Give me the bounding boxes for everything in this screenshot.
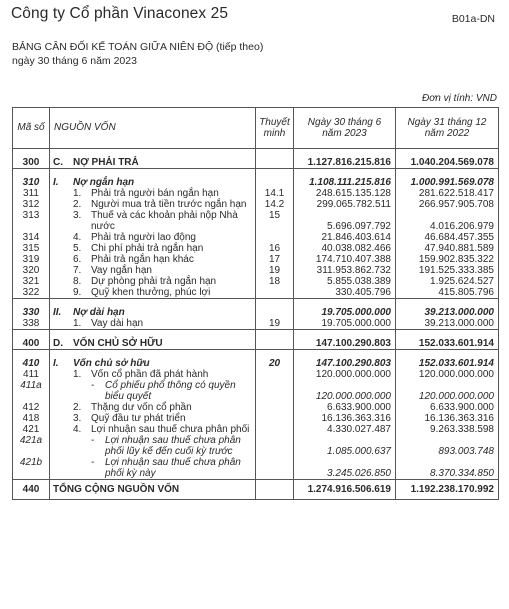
- row-current-value: 174.710.407.388: [294, 254, 396, 265]
- row-prior-value: 893.003.748: [396, 435, 499, 457]
- row-label: [50, 480, 256, 500]
- row-label: [50, 232, 256, 243]
- spacer-cell: [13, 149, 50, 158]
- company-name: Công ty Cổ phần Vinaconex 25: [11, 5, 229, 22]
- row-label-text: Vay dài hạn: [91, 318, 144, 329]
- table-row: [13, 369, 499, 380]
- label-wrap: [53, 424, 252, 435]
- row-number: 5.: [73, 243, 82, 254]
- row-prior-value: 39.213.000.000: [396, 318, 499, 330]
- row-note: [256, 287, 294, 299]
- row-label-text: Vốn cổ phần đã phát hành: [91, 369, 209, 380]
- row-prior-value: 47.940.881.589: [396, 243, 499, 254]
- col-header-item: NGUỒN VỐN: [50, 108, 256, 149]
- row-label-text: Thặng dư vốn cổ phần: [91, 402, 192, 413]
- label-wrap: [53, 254, 252, 265]
- row-current-value: 120.000.000.000: [294, 369, 396, 380]
- row-note: [256, 369, 294, 380]
- row-note: 16: [256, 243, 294, 254]
- table-row: [13, 265, 499, 276]
- row-current-value: 248.615.135.128: [294, 188, 396, 199]
- row-label-text: Nợ ngắn hạn: [73, 177, 135, 188]
- row-code: 313: [13, 210, 50, 232]
- row-prior-value: 1.925.624.527: [396, 276, 499, 287]
- row-number: 3.: [73, 210, 82, 221]
- row-label: [50, 254, 256, 265]
- row-code: 320: [13, 265, 50, 276]
- row-label-text: Phải trả ngắn hạn khác: [91, 254, 194, 265]
- row-label-text: Thuế và các khoản phải nộp Nhà nước: [91, 210, 238, 232]
- row-code: 421a: [13, 435, 50, 457]
- label-wrap: [53, 199, 252, 210]
- spacer-cell: [396, 350, 499, 359]
- row-label: [50, 199, 256, 210]
- label-wrap: [53, 287, 252, 298]
- indent: [53, 380, 91, 402]
- row-label: [50, 157, 256, 169]
- spacer-cell: [294, 169, 396, 178]
- row-prior-value: 4.016.206.979: [396, 210, 499, 232]
- row-label-text: Cổ phiếu phổ thông có quyền biểu quyết: [105, 380, 236, 402]
- row-number: 4.: [73, 424, 82, 435]
- row-note: 17: [256, 254, 294, 265]
- table-row: [13, 338, 499, 350]
- row-label-text: Phải trả người bán ngắn hạn: [91, 188, 219, 199]
- row-prior-value: 1.000.991.569.078: [396, 177, 499, 188]
- indent: [53, 254, 73, 265]
- row-number: 7.: [73, 265, 82, 276]
- table-row: [13, 435, 499, 457]
- label-wrap: [53, 210, 252, 232]
- row-code: 400: [13, 338, 50, 350]
- row-note: [256, 338, 294, 350]
- spacer-cell: [13, 299, 50, 308]
- row-prior-value: 39.213.000.000: [396, 307, 499, 318]
- row-current-value: 147.100.290.803: [294, 338, 396, 350]
- row-label-text: Phải trả người lao động: [91, 232, 196, 243]
- row-code: 315: [13, 243, 50, 254]
- row-roman: I.: [53, 358, 59, 369]
- indent: [53, 265, 73, 276]
- row-number: 1.: [73, 369, 82, 380]
- row-code: 410: [13, 358, 50, 369]
- row-prior-value: 152.033.601.914: [396, 338, 499, 350]
- indent: [53, 188, 73, 199]
- row-prior-value: 266.957.905.708: [396, 199, 499, 210]
- col-header-prior: Ngày 31 tháng 12 năm 2022: [396, 108, 499, 149]
- indent: [53, 369, 73, 380]
- table-row: [13, 243, 499, 254]
- row-prior-value: 9.263.338.598: [396, 424, 499, 435]
- indent: [53, 413, 73, 424]
- label-wrap: [53, 484, 252, 495]
- row-label-text: Lợi nhuận sau thuế chưa phân phối lũy kế đến cuối kỳ trước: [105, 435, 241, 457]
- row-code: 319: [13, 254, 50, 265]
- label-wrap: [53, 413, 252, 424]
- row-label-text: Quỹ khen thưởng, phúc lợi: [91, 287, 211, 298]
- label-wrap: [53, 318, 252, 329]
- row-code: 440: [13, 480, 50, 500]
- row-label-text: TỔNG CỘNG NGUỒN VỐN: [53, 484, 180, 495]
- indent: [53, 318, 73, 329]
- row-note: [256, 232, 294, 243]
- spacer-cell: [13, 350, 50, 359]
- table-row: [13, 380, 499, 402]
- row-code: 311: [13, 188, 50, 199]
- row-current-value: 147.100.290.803: [294, 358, 396, 369]
- row-note: 15: [256, 210, 294, 232]
- row-label: [50, 369, 256, 380]
- row-roman: II.: [53, 307, 62, 318]
- row-note: 18: [256, 276, 294, 287]
- row-code: 330: [13, 307, 50, 318]
- row-label: [50, 424, 256, 435]
- row-prior-value: 1.040.204.569.078: [396, 157, 499, 169]
- row-current-value: 1.274.916.506.619: [294, 480, 396, 500]
- row-note: [256, 413, 294, 424]
- row-label: [50, 276, 256, 287]
- label-wrap: [53, 402, 252, 413]
- row-label-text: NỢ PHẢI TRẢ: [73, 157, 139, 168]
- col-header-code: Mã số: [13, 108, 50, 149]
- row-prior-value: 46.684.457.355: [396, 232, 499, 243]
- row-number: 9.: [73, 287, 82, 298]
- row-code: 421b: [13, 457, 50, 480]
- balance-sheet-table: [12, 107, 499, 500]
- row-prior-value: 415.805.796: [396, 287, 499, 299]
- indent: [53, 402, 73, 413]
- spacer-cell: [396, 169, 499, 178]
- table-body: [13, 149, 499, 500]
- row-spacer: [13, 169, 499, 178]
- form-code: B01a-DN: [451, 13, 495, 25]
- row-current-value: 330.405.796: [294, 287, 396, 299]
- row-note: [256, 424, 294, 435]
- spacer-cell: [294, 149, 396, 158]
- row-note: [256, 157, 294, 169]
- row-number: 1.: [73, 318, 82, 329]
- row-number: 6.: [73, 254, 82, 265]
- indent: [53, 210, 73, 232]
- row-label: [50, 265, 256, 276]
- row-number: 8.: [73, 276, 82, 287]
- row-label: [50, 358, 256, 369]
- row-label-text: Người mua trả tiền trước ngắn hạn: [91, 199, 247, 210]
- label-wrap: [53, 265, 252, 276]
- row-current-value: 19.705.000.000: [294, 307, 396, 318]
- row-label-text: Lợi nhuận sau thuế chưa phân phối: [91, 424, 250, 435]
- row-label: [50, 338, 256, 350]
- row-number: 4.: [73, 232, 82, 243]
- spacer-cell: [50, 330, 256, 339]
- spacer-cell: [50, 350, 256, 359]
- label-wrap: [53, 358, 252, 369]
- row-current-value: 16.136.363.316: [294, 413, 396, 424]
- spacer-cell: [396, 149, 499, 158]
- row-code: 338: [13, 318, 50, 330]
- row-prior-value: 120.000.000.000: [396, 380, 499, 402]
- document-title: BẢNG CÂN ĐỐI KẾ TOÁN GIỮA NIÊN ĐỘ (tiếp theo): [12, 41, 264, 53]
- row-prior-value: 152.033.601.914: [396, 358, 499, 369]
- row-current-value: 40.038.082.466: [294, 243, 396, 254]
- row-prior-value: 16.136.363.316: [396, 413, 499, 424]
- row-note: [256, 380, 294, 402]
- currency-unit: Đơn vị tính: VND: [422, 93, 497, 104]
- table-row: [13, 402, 499, 413]
- table-row: [13, 480, 499, 500]
- label-wrap: [53, 188, 252, 199]
- spacer-cell: [256, 299, 294, 308]
- row-prior-value: 120.000.000.000: [396, 369, 499, 380]
- row-number: 3.: [73, 413, 82, 424]
- row-prior-value: 159.902.835.322: [396, 254, 499, 265]
- row-current-value: 5.855.038.389: [294, 276, 396, 287]
- row-current-value: 6.633.900.000: [294, 402, 396, 413]
- row-label: [50, 307, 256, 318]
- row-label: [50, 402, 256, 413]
- row-label-text: Vốn chủ sở hữu: [73, 358, 150, 369]
- row-note: 14.1: [256, 188, 294, 199]
- indent: [53, 424, 73, 435]
- table-row: [13, 188, 499, 199]
- row-number: 2.: [73, 199, 82, 210]
- table-row: [13, 358, 499, 369]
- row-note: [256, 457, 294, 480]
- row-current-value: 19.705.000.000: [294, 318, 396, 330]
- indent: [53, 232, 73, 243]
- label-wrap: [53, 435, 252, 457]
- spacer-cell: [294, 299, 396, 308]
- row-code: 321: [13, 276, 50, 287]
- table-row: [13, 232, 499, 243]
- row-code: 411: [13, 369, 50, 380]
- spacer-cell: [50, 299, 256, 308]
- row-code: 310: [13, 177, 50, 188]
- label-wrap: [53, 177, 252, 188]
- spacer-cell: [294, 330, 396, 339]
- label-wrap: [53, 380, 252, 402]
- spacer-cell: [256, 350, 294, 359]
- row-code: 412: [13, 402, 50, 413]
- row-note: [256, 435, 294, 457]
- row-code: 411a: [13, 380, 50, 402]
- row-dash: -: [91, 435, 95, 446]
- row-code: 322: [13, 287, 50, 299]
- label-wrap: [53, 232, 252, 243]
- indent: [53, 287, 73, 298]
- row-spacer: [13, 299, 499, 308]
- row-code: 418: [13, 413, 50, 424]
- row-label-text: Lợi nhuận sau thuế chưa phân phối kỳ này: [105, 457, 241, 479]
- label-wrap: [53, 157, 252, 168]
- row-label: [50, 287, 256, 299]
- row-number: 1.: [73, 188, 82, 199]
- row-note: [256, 177, 294, 188]
- table-row: [13, 307, 499, 318]
- row-label: [50, 380, 256, 402]
- row-number: 2.: [73, 402, 82, 413]
- table-row: [13, 424, 499, 435]
- row-label-text: Nợ dài hạn: [73, 307, 125, 318]
- row-code: 314: [13, 232, 50, 243]
- row-dash: -: [91, 457, 95, 468]
- row-spacer: [13, 350, 499, 359]
- table-row: [13, 210, 499, 232]
- row-prior-value: 8.370.334.850: [396, 457, 499, 480]
- row-current-value: 120.000.000.000: [294, 380, 396, 402]
- row-current-value: 5.696.097.792: [294, 210, 396, 232]
- row-label: [50, 177, 256, 188]
- row-current-value: 4.330.027.487: [294, 424, 396, 435]
- row-dash: -: [91, 380, 95, 391]
- label-wrap: [53, 276, 252, 287]
- row-label: [50, 210, 256, 232]
- row-current-value: 1.085.000.637: [294, 435, 396, 457]
- row-label: [50, 188, 256, 199]
- table-row: [13, 177, 499, 188]
- row-roman: C.: [53, 157, 63, 168]
- row-label: [50, 243, 256, 254]
- document-date: ngày 30 tháng 6 năm 2023: [12, 55, 137, 67]
- row-note: 19: [256, 318, 294, 330]
- label-wrap: [53, 457, 252, 479]
- col-header-current: Ngày 30 tháng 6 năm 2023: [294, 108, 396, 149]
- indent: [53, 435, 91, 457]
- row-roman: I.: [53, 177, 59, 188]
- row-note: [256, 480, 294, 500]
- row-code: 421: [13, 424, 50, 435]
- row-label-text: Dự phòng phải trả ngắn hạn: [91, 276, 217, 287]
- row-code: 300: [13, 157, 50, 169]
- label-wrap: [53, 369, 252, 380]
- row-spacer: [13, 149, 499, 158]
- row-prior-value: 1.192.238.170.992: [396, 480, 499, 500]
- spacer-cell: [50, 169, 256, 178]
- indent: [53, 457, 91, 479]
- spacer-cell: [256, 330, 294, 339]
- spacer-cell: [13, 330, 50, 339]
- row-current-value: 3.245.026.850: [294, 457, 396, 480]
- table-row: [13, 457, 499, 480]
- spacer-cell: [294, 350, 396, 359]
- row-prior-value: 191.525.333.385: [396, 265, 499, 276]
- indent: [53, 199, 73, 210]
- row-label: [50, 457, 256, 480]
- row-label: [50, 413, 256, 424]
- row-note: [256, 402, 294, 413]
- row-note: 19: [256, 265, 294, 276]
- row-current-value: 311.953.862.732: [294, 265, 396, 276]
- indent: [53, 243, 73, 254]
- col-header-note: Thuyết minh: [256, 108, 294, 149]
- row-roman: D.: [53, 338, 63, 349]
- label-wrap: [53, 243, 252, 254]
- spacer-cell: [396, 299, 499, 308]
- table-row: [13, 287, 499, 299]
- table-row: [13, 318, 499, 330]
- row-label-text: Quỹ đầu tư phát triển: [91, 413, 186, 424]
- row-spacer: [13, 330, 499, 339]
- table-row: [13, 276, 499, 287]
- spacer-cell: [256, 169, 294, 178]
- row-current-value: 299.065.782.511: [294, 199, 396, 210]
- spacer-cell: [13, 169, 50, 178]
- row-label: [50, 435, 256, 457]
- row-note: 14.2: [256, 199, 294, 210]
- row-note: 20: [256, 358, 294, 369]
- label-wrap: [53, 338, 252, 349]
- table-row: [13, 413, 499, 424]
- indent: [53, 276, 73, 287]
- table-row: [13, 157, 499, 169]
- row-prior-value: 6.633.900.000: [396, 402, 499, 413]
- label-wrap: [53, 307, 252, 318]
- row-current-value: 21.846.403.614: [294, 232, 396, 243]
- row-note: [256, 307, 294, 318]
- row-current-value: 1.127.816.215.816: [294, 157, 396, 169]
- spacer-cell: [256, 149, 294, 158]
- row-label-text: Vay ngắn hạn: [91, 265, 152, 276]
- row-label-text: Chi phí phải trả ngắn hạn: [91, 243, 204, 254]
- table-row: [13, 254, 499, 265]
- spacer-cell: [396, 330, 499, 339]
- row-label-text: VỐN CHỦ SỞ HỮU: [73, 338, 163, 349]
- row-code: 312: [13, 199, 50, 210]
- row-label: [50, 318, 256, 330]
- spacer-cell: [50, 149, 256, 158]
- row-prior-value: 281.622.518.417: [396, 188, 499, 199]
- row-current-value: 1.108.111.215.816: [294, 177, 396, 188]
- table-row: [13, 199, 499, 210]
